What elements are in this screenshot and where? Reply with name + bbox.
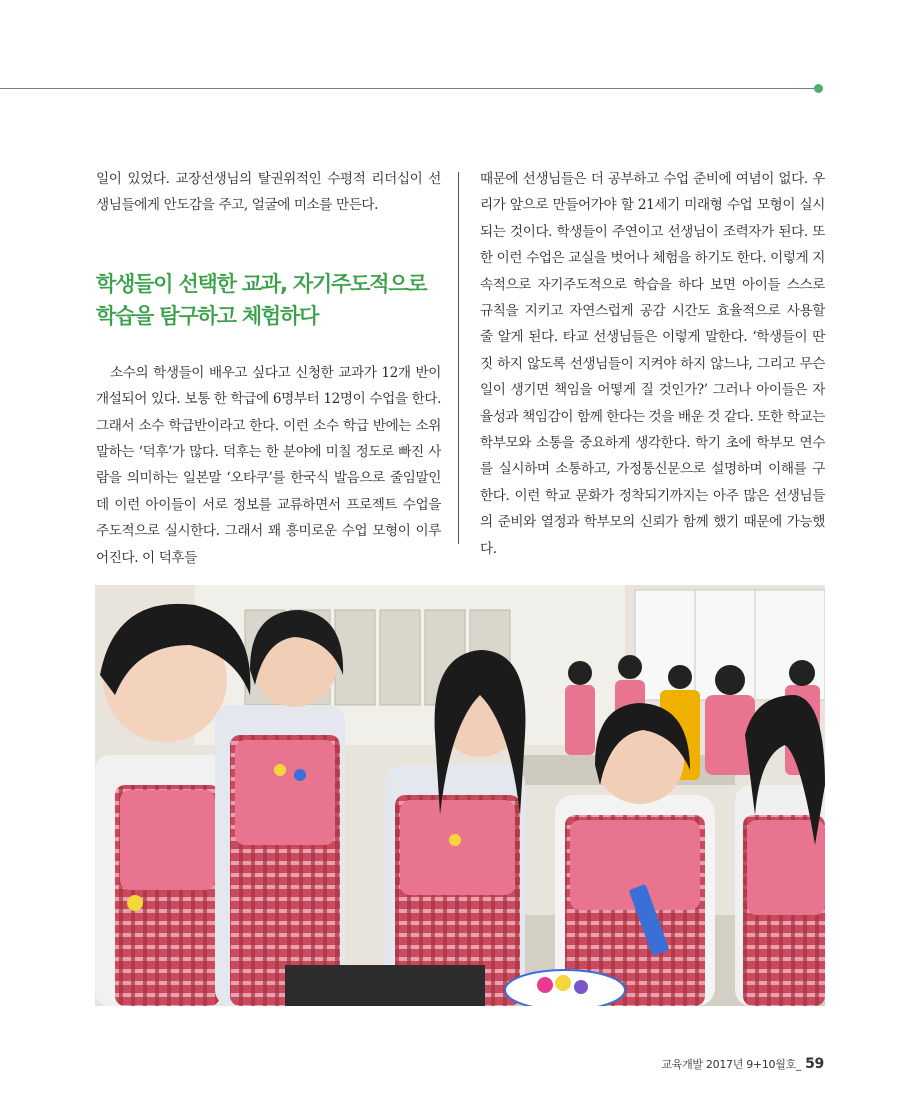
intro-paragraph: 일이 있었다. 교장선생님의 탈권위적인 수평적 리더십이 선생님들에게 안도감을 주고, 얼굴에 미소를 만든다. <box>96 171 441 214</box>
footer-issue: 교육개발 2017년 9+10월호_ <box>661 1058 802 1071</box>
section-heading-line-1: 학생들이 선택한 교과, 자기주도적으로 <box>96 271 427 296</box>
header-rule <box>0 88 818 89</box>
left-column <box>96 166 441 571</box>
right-column <box>480 166 825 562</box>
right-paragraph: 때문에 선생님들은 더 공부하고 수업 준비에 여념이 없다. 우리가 앞으로 만들어가야 할 21세기 미래형 수업 모형이 실시되는 것이다. 학생들이 주연이고 선생님이 조력자가 된다. 또한 이런 수업은 교실을 벗어나 체험을 하기도 한다. 이렇게 지속적으로 자기주도적으로 학습을 하다 보면 아이들 스스로 규칙을 지키고 자연스럽게 공감 시간도 효율적으로 사용할 줄 알게 된다. 타교 선생님들은 이렇게 말한다. ‘학생들이 딴 짓 하지 않도록 선생님들이 지켜야 하지 않느냐, 그리고 무슨 일이 생기면 책임을 어떻게 질 것인가?’ 그러나 아이들은 자율성과 책임감이 함께 한다는 것을 배운 것 같다. 또한 학교는 학부모와 소통을 중요하게 생각한다. 학기 초에 학부모 연수를 실시하며 소통하고, 가정통신문으로 설명하며 이해를 구한다. 이런 학교 문화가 정착되기까지는 아주 많은 선생님들의 준비와 열정과 학부모의 신뢰가 함께 했기 때문에 가능했다. <box>480 171 825 557</box>
body-paragraph: 소수의 학생들이 배우고 싶다고 신청한 교과가 12개 반이 개설되어 있다. 보통 한 학급에 6명부터 12명이 수업을 한다. 그래서 소수 학급반이라고 한다. 이런 소수 학급 반에는 소위 말하는 ‘덕후’가 많다. 덕후는 한 분야에 미칠 정도로 빠진 사람을 의미하는 일본말 ‘오타쿠’를 한국식 발음으로 줄임말인데 이런 아이들이 서로 정보를 교류하면서 프로젝트 수업을 주도적으로 실시한다. 그래서 꽤 흥미로운 수업 모형이 이루어진다. 이 덕후들 <box>96 364 441 566</box>
classroom-photo <box>95 585 825 1006</box>
header-rule-dot <box>814 84 823 93</box>
page-number: 59 <box>805 1056 824 1072</box>
section-heading-line-2: 학습을 탐구하고 체험하다 <box>96 303 319 328</box>
page-footer <box>661 1056 824 1072</box>
section-heading <box>96 268 441 332</box>
column-divider <box>458 172 459 544</box>
